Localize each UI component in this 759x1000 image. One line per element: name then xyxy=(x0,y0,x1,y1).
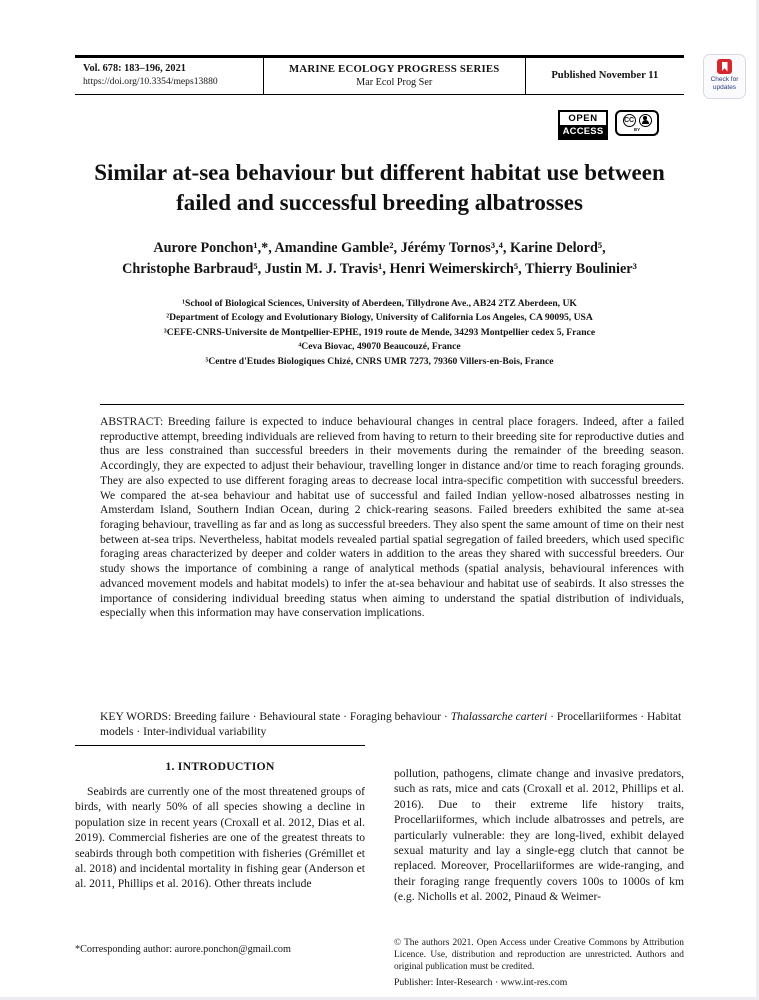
right-column xyxy=(394,745,684,905)
open-access-badge xyxy=(558,110,608,140)
author-line-2: Christophe Barbraud⁵, Justin M. J. Travis¹, Henri Weimerskirch⁵, Thierry Boulinier³ xyxy=(122,260,637,277)
affiliation-2: ²Department of Ecology and Evolutionary Biology, University of California Los Angeles, CA 90095, USA xyxy=(166,312,593,324)
header-volume-cell xyxy=(75,58,264,94)
journal-header-row xyxy=(75,58,684,94)
bookmark-ribbon-icon xyxy=(722,62,728,72)
section-heading-introduction: 1. INTRODUCTION xyxy=(165,759,275,773)
keyword: Procellariiformes xyxy=(556,710,638,723)
keywords xyxy=(100,709,684,740)
person-head-shape xyxy=(643,116,647,120)
keyword: Habitat models xyxy=(100,710,682,739)
publisher-line[interactable]: Publisher: Inter-Research · www.int-res.com xyxy=(394,977,568,988)
keywords-list: Breeding failure · Behavioural state · Foraging behaviour · Thalassarche carteri · Procellariiformes · Habitat models · Inter-individual variability xyxy=(100,710,682,739)
cc-by-label: BY xyxy=(633,126,641,132)
abstract xyxy=(100,404,684,621)
journal-header xyxy=(75,55,684,95)
open-access-bottom: ACCESS xyxy=(560,125,606,138)
published-date: Published November 11 xyxy=(551,70,659,81)
cc-icon: CC xyxy=(623,114,636,127)
left-column xyxy=(75,745,365,892)
intro-paragraph-right: pollution, pathogens, climate change and invasive predators, such as rats, mice and cats (Croxall et al. 2012, Phillips et al. 2016). Due to their extreme life history traits, Procellariiformes, which include albatrosses and petrels, are particularly vulnerable: they are long-lived, exhibit delayed sexual maturity and lay a single-egg clutch that cannot be replaced. Moreover, Procellariiformes are wide-ranging, and their foraging range frequently covers 100s to 1000s of km (e.g. Nicholls et al. 2002, Pinaud & Weimer- xyxy=(394,767,684,904)
keyword: Behavioural state xyxy=(259,710,341,723)
cc-by-icons-row xyxy=(623,114,652,127)
header-journal-cell xyxy=(264,58,526,94)
keyword: Foraging behaviour xyxy=(349,710,442,723)
affiliation-3: ³CEFE-CNRS-Universite de Montpellier-EPHE, 1919 route de Mende, 34293 Montpellier cedex 5, France xyxy=(163,326,596,338)
keyword: Inter-individual variability xyxy=(143,725,267,739)
article-title: Similar at-sea behaviour but different habitat use between failed and successful breeding albatrosses xyxy=(94,160,665,215)
open-access-top: OPEN xyxy=(560,112,606,125)
header-published-cell xyxy=(526,58,684,94)
person-icon xyxy=(639,114,652,127)
abstract-label: ABSTRACT: xyxy=(100,415,164,428)
cc-by-badge xyxy=(615,110,659,136)
abstract-text: Breeding failure is expected to induce behavioural changes in central place foragers. Indeed, after a failed reproductive attempt, breeding individuals are relieved from having to return to their breeding site for reproductive duties and thus are less constrained than successful breeders in their movements during the remainder of the breeding season. Accordingly, they are expected to adjust their behaviour, travelling longer in distance and/or time to reach foraging grounds. They are also expected to use different foraging areas to decrease local intra-specific competition with successful breeders. We compared the at-sea behaviour and habitat use of successful and failed Indian yellow-nosed albatrosses nesting in Amsterdam Island, Southern Indian Ocean, during 2 chick-rearing seasons. Failed breeders exhibited the same at-sea foraging behaviour, travelling as far and as long as successful breeders. They also spent the same amount of time on their nest between at-sea trips. Nevertheless, habitat models revealed partial spatial segregation of failed breeders, which used specific foraging areas characterized by deeper and colder waters in addition to the areas they shared with successful breeders. Our study shows the importance of combining a range of analytical methods (spatial analysis, behavioural inferences with advanced movement models and habitat models) to infer the at-sea behaviour and habitat use of seabirds. It also stresses the importance of considering individual breeding status when aiming to understand the spatial distribution of individuals, especially when this information may have conservation implications. xyxy=(100,415,685,620)
journal-name: MARINE ECOLOGY PROGRESS SERIES xyxy=(288,63,500,75)
affiliation-5: ⁵Centre d'Etudes Biologiques Chizé, CNRS UMR 7273, 79360 Villers-en-Bois, France xyxy=(205,355,554,367)
affiliations xyxy=(55,297,704,369)
crossmark-icon xyxy=(717,59,732,74)
intro-paragraph-left: Seabirds are currently one of the most threatened groups of birds, with nearly 50% of all species showing a decline in population size in recent years (Croxall et al. 2012, Dias et al. 2019). Commercial fisheries are one of the greatest threats to seabirds through both competition with fisheries (Grémillet et al. 2018) and incidental mortality in fishing gear (Anderson et al. 2011, Phillips et al. 2016). Other threats include xyxy=(75,785,365,891)
author-list xyxy=(55,238,704,279)
person-body-shape xyxy=(642,120,649,124)
affiliation-4: ⁴Ceva Biovac, 49070 Beaucouzé, France xyxy=(298,341,461,353)
doi-link[interactable]: https://doi.org/10.3354/meps13880 xyxy=(83,76,218,87)
copyright-notice: © The authors 2021. Open Access under Creative Commons by Attribution Licence. Use, distribution and reproduction are unrestricted. Authors and original publication must be credited. xyxy=(394,938,684,972)
author-line-1: Aurore Ponchon¹,*, Amandine Gamble², Jérémy Tornos³,⁴, Karine Delord⁵, xyxy=(153,240,606,256)
access-badges xyxy=(558,110,659,140)
keywords-label: KEY WORDS: xyxy=(100,710,172,723)
keyword: Breeding failure xyxy=(174,710,250,723)
journal-abbreviation: Mar Ecol Prog Ser xyxy=(356,77,433,88)
check-for-updates-label: Check for updates xyxy=(710,76,739,92)
keyword: Thalassarche carteri xyxy=(450,710,548,723)
corresponding-author-footnote[interactable]: *Corresponding author: aurore.ponchon@gmail.com xyxy=(75,944,291,955)
volume-info: Vol. 678: 183–196, 2021 xyxy=(83,63,186,74)
check-for-updates-badge[interactable] xyxy=(703,54,746,99)
affiliation-1: ¹School of Biological Sciences, University of Aberdeen, Tillydrone Ave., AB24 2TZ Aberdeen, UK xyxy=(182,298,577,309)
